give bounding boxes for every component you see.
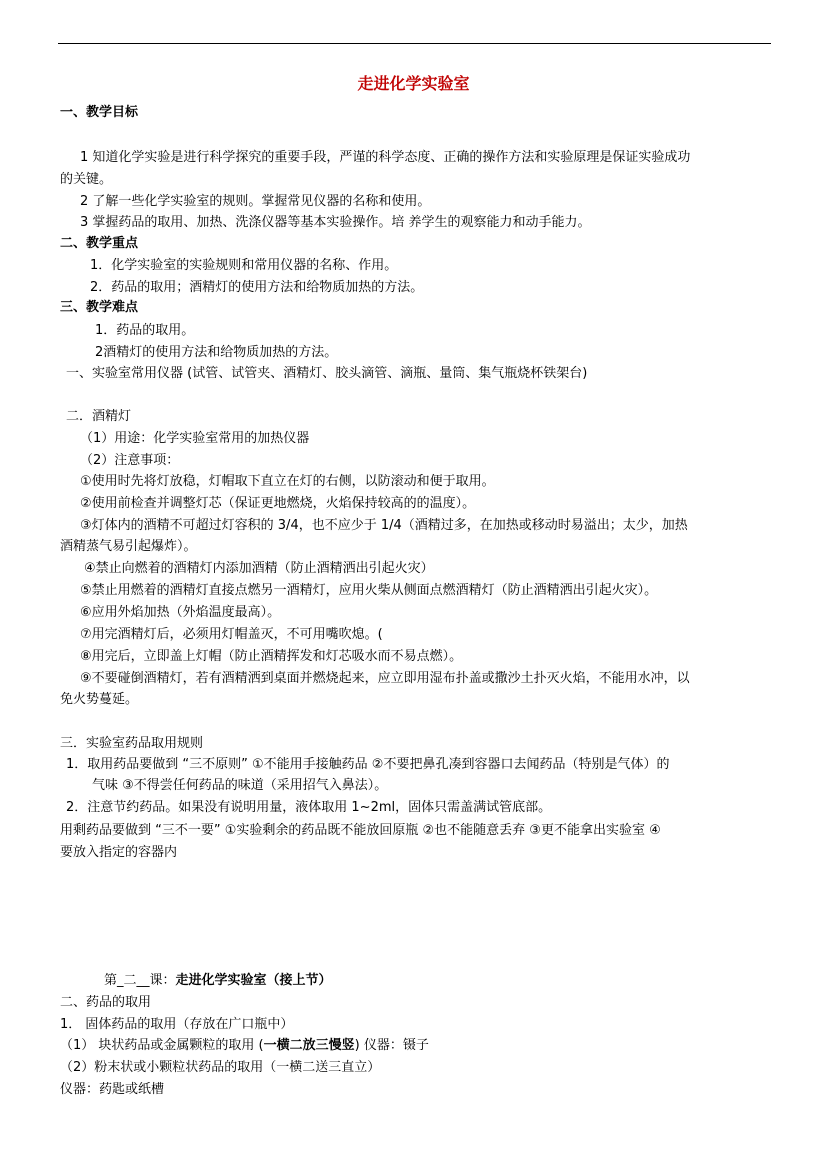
drugs-item-1a-text: （1） 块状药品或金属颗粒的取用 (	[60, 1038, 264, 1053]
lamp-note-3-line-1: ③灯体内的酒精不可超过灯容积的 3/4，也不应少于 1/4（酒精过多，在加热或移动时易溢出；太少，加热	[80, 518, 688, 533]
rule-3-line-2: 要放入指定的容器内	[60, 845, 178, 860]
rule-3-line-1: 用剩药品要做到 “三不一要” ①实验剩余的药品既不能放回原瓶 ②也不能随意丢弃 ③更不能拿出实验室 ④	[60, 823, 661, 838]
lamp-note-9-line-1: ⑨不要碰倒酒精灯，若有酒精洒到桌面并燃烧起来，应立即用湿布扑盖或撒沙土扑灭火焰，不能用水冲，以	[80, 671, 690, 686]
lamp-note-3-line-2: 酒精蒸气易引起爆炸）。	[60, 539, 197, 554]
lesson-prefix: 第_二__课：	[104, 973, 176, 988]
lamp-heading: 二．酒精灯	[66, 409, 132, 424]
rule-1-line-2: 气味 ③不得尝任何药品的味道（采用招气入鼻法）。	[92, 778, 388, 793]
lamp-note-6: ⑥应用外焰加热（外焰温度最高）。	[80, 605, 281, 620]
lesson-title: 走进化学实验室（接上节）	[175, 973, 332, 988]
drugs-instruments: 仪器：药匙或纸槽	[60, 1082, 165, 1097]
key-point-2: 2．药品的取用；酒精灯的使用方法和给物质加热的方法。	[90, 280, 424, 295]
objective-2: 2 了解一些化学实验室的规则。掌握常见仪器的名称和使用。	[80, 194, 431, 209]
objective-1-line-2: 的关键。	[60, 172, 113, 187]
rules-heading: 三．实验室药品取用规则	[60, 736, 204, 751]
rule-2: 2．注意节约药品。如果没有说明用量，液体取用 1~2ml，固体只需盖满试管底部。	[66, 800, 552, 815]
lamp-use: （1）用途：化学实验室常用的加热仪器	[80, 431, 310, 446]
key-points-heading: 二、教学重点	[60, 236, 139, 251]
drugs-item-1a	[60, 1037, 429, 1055]
objectives-heading: 一、教学目标	[60, 105, 139, 120]
drugs-item-1a-mnemonic: 一横二放三慢竖	[263, 1038, 355, 1053]
page-title: 走进化学实验室	[357, 74, 470, 93]
difficulty-2: 2酒精灯的使用方法和给物质加热的方法。	[95, 345, 338, 360]
difficulty-1: 1．药品的取用。	[95, 323, 195, 338]
rule-1-line-1: 1．取用药品要做到 “三不原则” ①不能用手接触药品 ②不要把鼻孔凑到容器口去闻药品（特别是气体）的	[66, 757, 670, 772]
objective-3: 3 掌握药品的取用、加热、洗涤仪器等基本实验操作。培 养学生的观察能力和动手能力。	[80, 215, 591, 230]
difficulty-heading: 三、教学难点	[60, 300, 139, 315]
header-rule	[58, 43, 771, 44]
lamp-note-5: ⑤禁止用燃着的酒精灯直接点燃另一酒精灯，应用火柴从侧面点燃酒精灯（防止酒精洒出引起火灾）。	[80, 583, 658, 598]
lamp-note-8: ⑧用完后，立即盖上灯帽（防止酒精挥发和灯芯吸水而不易点燃）。	[80, 649, 463, 664]
lamp-note-2: ②使用前检查并调整灯芯（保证更地燃烧，火焰保持较高的的温度）。	[80, 496, 476, 511]
objective-1-line-1: 1 知道化学实验是进行科学探究的重要手段，严谨的科学态度、正确的操作方法和实验原理是保证实验成功	[80, 150, 691, 165]
lamp-note-1: ①使用时先将灯放稳，灯帽取下直立在灯的右侧，以防滚动和便于取用。	[80, 474, 495, 489]
lamp-note-7: ⑦用完酒精灯后，必须用灯帽盖灭，不可用嘴吹熄。(	[80, 627, 383, 642]
lamp-notes-heading: （2）注意事项：	[80, 453, 180, 468]
lamp-note-4: ④禁止向燃着的酒精灯内添加酒精（防止酒精洒出引起火灾）	[84, 561, 434, 576]
key-point-1: 1．化学实验室的实验规则和常用仪器的名称、作用。	[90, 258, 398, 273]
drugs-heading: 二、药品的取用	[60, 995, 152, 1010]
instruments-line: 一、实验室常用仪器 (试管、试管夹、酒精灯、胶头滴管、滴瓶、量筒、集气瓶烧杯铁架台)	[66, 366, 588, 381]
drugs-item-1b: （2）粉末状或小颗粒状药品的取用（一横二送三直立）	[60, 1060, 381, 1075]
lamp-note-9-line-2: 免火势蔓延。	[60, 692, 139, 707]
drugs-item-1: 1． 固体药品的取用（存放在广口瓶中）	[60, 1017, 294, 1032]
drugs-item-1a-tool: ) 仪器：镊子	[354, 1038, 429, 1053]
lesson-heading	[104, 972, 332, 990]
